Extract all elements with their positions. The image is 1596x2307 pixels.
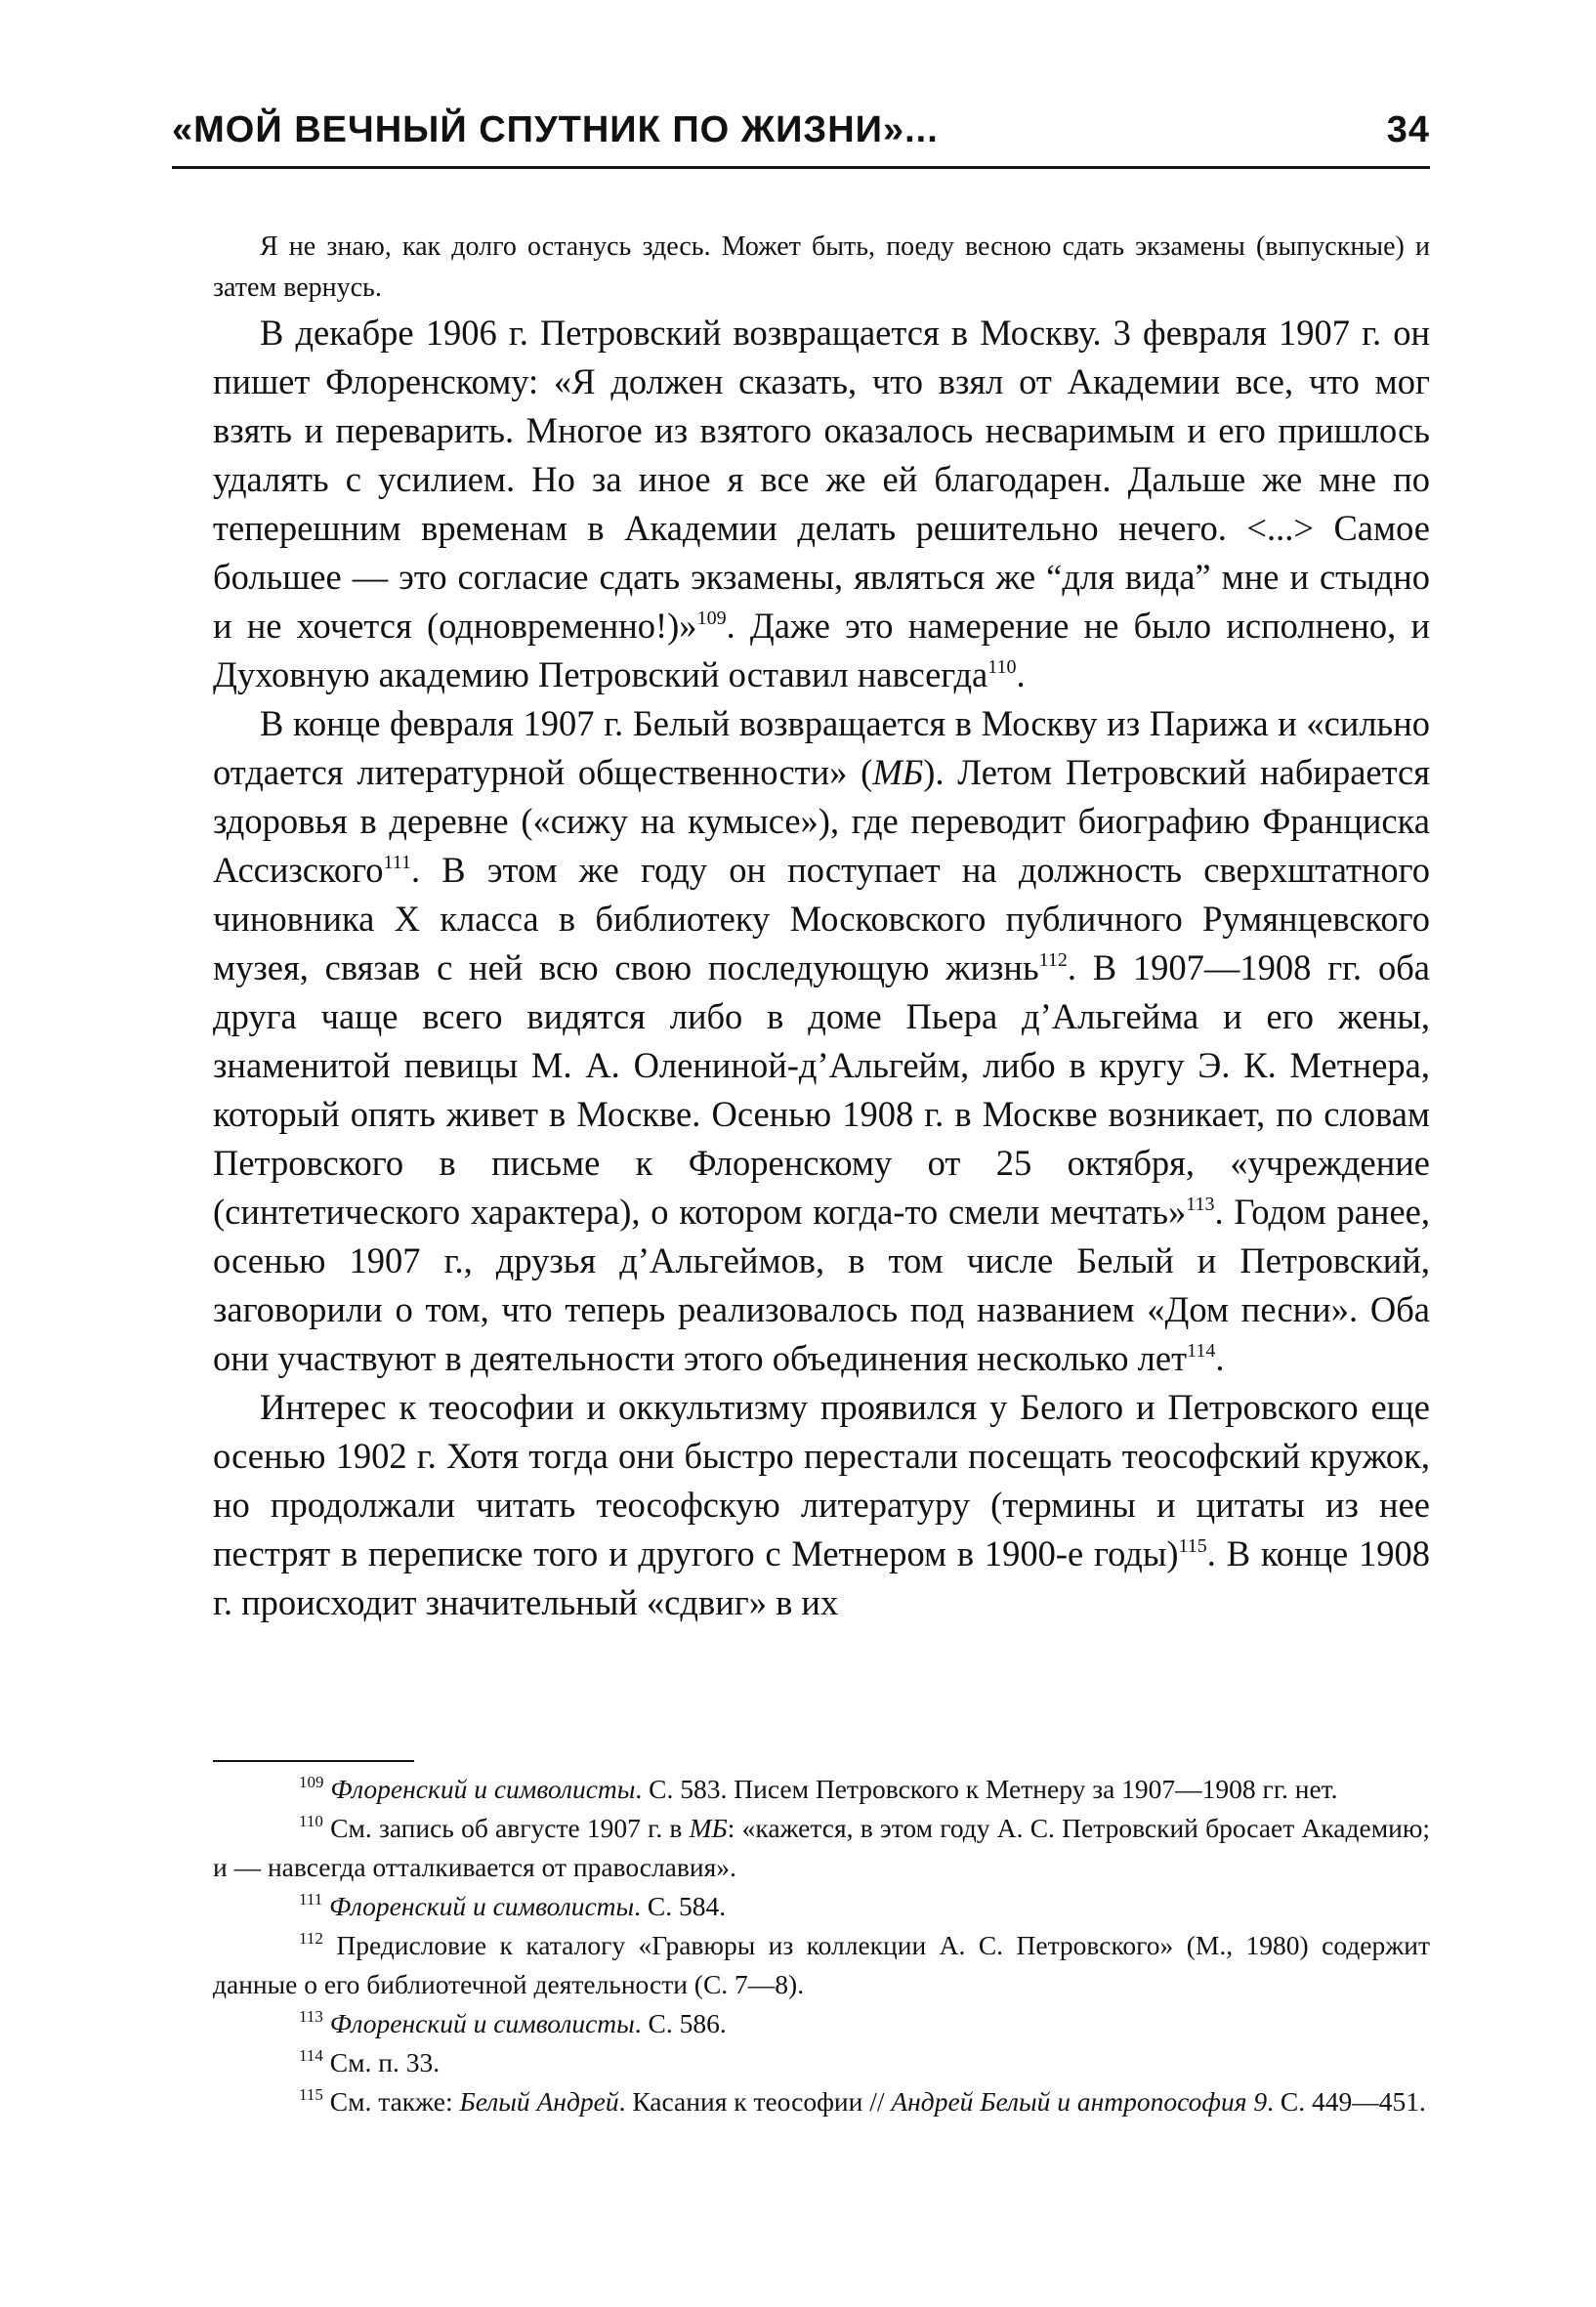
paragraph-2-text-f: . — [1215, 1338, 1225, 1378]
footnote-112 — [213, 1926, 1430, 2004]
footnote-text: . С. 584. — [634, 1891, 727, 1921]
footnote-text: . С. 583. Писем Петровского к Метнеру за 1907—1908 гг. нет. — [635, 1774, 1338, 1804]
footnote-number: 109 — [299, 1773, 324, 1791]
footnote-text: См. также: — [329, 2086, 460, 2117]
paragraph-2 — [213, 699, 1430, 1383]
paragraph-2-text-e: . Годом ранее, осенью 1907 г., друзья д’Альгеймов, в том числе Белый и Петровский, заговорили о том, что теперь реализовалось под названием «Дом песни». Оба они участвуют в деятельности этого объединения несколько лет — [213, 1192, 1430, 1378]
main-text — [213, 227, 1430, 1627]
footnote-111 — [213, 1887, 1430, 1926]
paragraph-3-text-a: Интерес к теософии и оккультизму проявился у Белого и Петровского еще осенью 1902 г. Хотя тогда они быстро перестали посещать теософский кружок, но продолжали читать теософскую литературу (термины и цитаты из нее пестрят в переписке того и другого с Метнером в 1900-е годы) — [213, 1387, 1430, 1573]
footnote-text: См. запись об августе 1907 г. в — [330, 1813, 690, 1843]
footnote-115 — [213, 2082, 1430, 2121]
footnote-ref-109[interactable]: 109 — [696, 608, 727, 629]
header-rule — [172, 166, 1430, 169]
paragraph-2-text-c: . В этом же году он поступает на должность сверхштатного чиновника X класса в библиотеку Московского публичного Румянцевского музея, связав с ней всю свою последующую жизнь — [213, 850, 1430, 987]
footnote-ref-112[interactable]: 112 — [1038, 949, 1068, 971]
footnote-text: . Касания к теософии // — [618, 2086, 892, 2117]
footnote-number: 115 — [299, 2085, 323, 2104]
footnote-text: . С. 449—451. — [1267, 2086, 1426, 2117]
footnote-italic: Белый Андрей — [459, 2086, 619, 2117]
paragraph-2-abbr-mb: МБ — [872, 752, 924, 792]
footnote-ref-111[interactable]: 111 — [383, 852, 411, 873]
footnote-ref-110[interactable]: 110 — [987, 656, 1017, 678]
paragraph-2-text-b: ). Летом Петровский набирается здоровья в деревне («сижу на кумысе»), где переводит биографию Франциска Ассизского — [213, 752, 1430, 890]
footnote-text: См. п. 33. — [329, 2047, 441, 2077]
running-header — [172, 109, 1430, 161]
footnote-italic: МБ — [689, 1813, 728, 1843]
paragraph-1-text-a: В декабре 1906 г. Петровский возвращается в Москву. 3 февраля 1907 г. он пишет Флоренскому: «Я должен сказать, что взял от Академии все, что мог взять и переварить. Многое из взятого оказалось несваримым и его пришлось удалять с усилием. Но за иное я все же ей благодарен. Дальше же мне по теперешним временам в Академии делать решительно нечего. <...> Самое большее — это согласие сдать экзамены, являться же “для вида” мне и стыдно и не хочется (одновременно!)» — [213, 313, 1430, 646]
footnote-ref-113[interactable]: 113 — [1186, 1194, 1215, 1215]
footnote-ref-114[interactable]: 114 — [1187, 1340, 1216, 1362]
paragraph-2-text-d: . В 1907—1908 гг. оба друга чаще всего видятся либо в доме Пьера д’Альгейма и его жены, знаменитой певицы М. А. Олениной-д’Альгейм, либо в кругу Э. К. Метнера, который опять живет в Москве. Осенью 1908 г. в Москве возникает, по словам Петровского в письме к Флоренскому от 25 октября, «учреждение (синтетического характера), о котором когда-то смели мечтать» — [213, 947, 1430, 1232]
footnote-110 — [213, 1809, 1430, 1887]
footnote-text: : «кажется, в этом году А. С. Петровский бросает Академию; и — навсегда отталкивается от православия». — [213, 1813, 1431, 1882]
footnote-109 — [213, 1770, 1430, 1809]
footnote-text: Предисловие к каталогу «Гравюры из коллекции А. С. Петровского» (М., 1980) содержит данные о его библиотечной деятельности (С. 7—8). — [213, 1930, 1431, 1999]
paragraph-1-text-c: . — [1016, 654, 1026, 694]
quoted-letter-excerpt: Я не знаю, как долго останусь здесь. Может быть, поеду весною сдать экзамены (выпускные) и затем вернусь. — [213, 231, 1430, 303]
footnote-italic: Флоренский и символисты — [329, 1891, 635, 1921]
footnote-number: 111 — [299, 1890, 323, 1909]
footnote-113 — [213, 2004, 1430, 2043]
paragraph-3 — [213, 1383, 1430, 1627]
footnote-italic: Флоренский и символисты — [329, 2008, 635, 2038]
footnotes — [213, 1770, 1430, 2121]
footnote-ref-115[interactable]: 115 — [1178, 1535, 1207, 1557]
footnote-114 — [213, 2043, 1430, 2082]
paragraph-3-text-b: . В конце 1908 г. происходит значительный «сдвиг» в их — [213, 1533, 1430, 1622]
footnote-number: 110 — [299, 1812, 323, 1830]
page-number: 34 — [1386, 109, 1430, 150]
paragraph-1-text-b: . Даже это намерение не было исполнено, и Духовную академию Петровский оставил навсегда — [213, 606, 1430, 694]
footnote-text: . С. 586. — [634, 2008, 727, 2038]
running-title: «МОЙ ВЕЧНЫЙ СПУТНИК ПО ЖИЗНИ»... — [172, 109, 939, 150]
footnote-separator — [213, 1760, 414, 1762]
footnote-number: 114 — [299, 2046, 323, 2065]
footnote-number: 112 — [299, 1929, 323, 1948]
footnote-italic: Флоренский и символисты — [330, 1774, 636, 1804]
paragraph-2-text-a: В конце февраля 1907 г. Белый возвращается в Москву из Парижа и «сильно отдается литературной общественности» ( — [213, 703, 1430, 792]
footnote-italic: Андрей Белый и антропософия 9 — [891, 2086, 1268, 2117]
footnote-number: 113 — [299, 2007, 323, 2026]
paragraph-1 — [213, 309, 1430, 699]
